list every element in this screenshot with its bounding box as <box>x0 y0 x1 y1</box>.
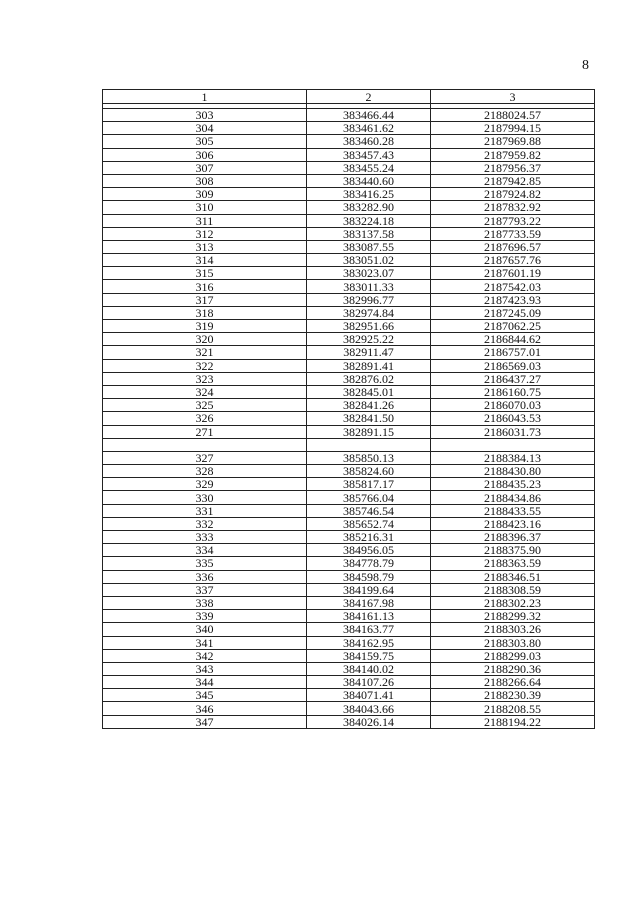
table-row <box>103 531 595 544</box>
y-coordinate-cell: 2187542.03 <box>431 280 595 293</box>
table-row <box>103 240 595 253</box>
y-coordinate-cell: 2187956.37 <box>431 161 595 174</box>
x-coordinate-cell: 385850.13 <box>307 451 431 464</box>
x-coordinate-cell: 384778.79 <box>307 557 431 570</box>
x-coordinate-cell: 385746.54 <box>307 504 431 517</box>
table-row <box>103 267 595 280</box>
x-coordinate-cell: 383137.58 <box>307 227 431 240</box>
y-coordinate-cell: 2188435.23 <box>431 478 595 491</box>
point-number-cell: 310 <box>103 201 307 214</box>
table-row <box>103 702 595 715</box>
x-coordinate-cell: 384107.26 <box>307 676 431 689</box>
point-number-cell: 309 <box>103 188 307 201</box>
table-row <box>103 491 595 504</box>
x-coordinate-cell: 382845.01 <box>307 385 431 398</box>
table-row <box>103 570 595 583</box>
y-coordinate-cell: 2188423.16 <box>431 517 595 530</box>
point-number-cell: 330 <box>103 491 307 504</box>
point-number-cell: 315 <box>103 267 307 280</box>
x-coordinate-cell: 382891.41 <box>307 359 431 372</box>
y-coordinate-cell: 2188430.80 <box>431 465 595 478</box>
table-row <box>103 649 595 662</box>
y-coordinate-cell: 2187696.57 <box>431 240 595 253</box>
point-number-cell: 334 <box>103 544 307 557</box>
table-row <box>103 425 595 438</box>
point-number-cell: 271 <box>103 425 307 438</box>
table-row <box>103 306 595 319</box>
y-coordinate-cell: 2187245.09 <box>431 306 595 319</box>
y-coordinate-cell: 2187959.82 <box>431 148 595 161</box>
x-coordinate-cell: 385824.60 <box>307 465 431 478</box>
point-number-cell: 335 <box>103 557 307 570</box>
y-coordinate-cell: 2187657.76 <box>431 254 595 267</box>
table-row <box>103 359 595 372</box>
x-coordinate-cell: 382841.50 <box>307 412 431 425</box>
x-coordinate-cell: 383460.28 <box>307 135 431 148</box>
x-coordinate-cell: 382996.77 <box>307 293 431 306</box>
table-row <box>103 372 595 385</box>
y-coordinate-cell: 2187062.25 <box>431 320 595 333</box>
y-coordinate-cell: 2188290.36 <box>431 662 595 675</box>
table-row <box>103 399 595 412</box>
y-coordinate-cell: 2186043.53 <box>431 412 595 425</box>
y-coordinate-cell: 2187423.93 <box>431 293 595 306</box>
point-number-cell: 336 <box>103 570 307 583</box>
y-coordinate-cell: 2186437.27 <box>431 372 595 385</box>
point-number-cell: 333 <box>103 531 307 544</box>
y-coordinate-cell: 2188266.64 <box>431 676 595 689</box>
point-number-cell: 343 <box>103 662 307 675</box>
point-number-cell: 303 <box>103 109 307 122</box>
point-number-cell: 321 <box>103 346 307 359</box>
x-coordinate-cell: 384026.14 <box>307 715 431 728</box>
y-coordinate-cell: 2186757.01 <box>431 346 595 359</box>
point-number-cell: 326 <box>103 412 307 425</box>
table-row <box>103 544 595 557</box>
x-coordinate-cell: 382951.66 <box>307 320 431 333</box>
table-row <box>103 451 595 464</box>
y-coordinate-cell: 2188024.57 <box>431 109 595 122</box>
y-coordinate-cell: 2188434.86 <box>431 491 595 504</box>
point-number-cell: 313 <box>103 240 307 253</box>
table-row <box>103 320 595 333</box>
table-row <box>103 623 595 636</box>
x-coordinate-cell: 382974.84 <box>307 306 431 319</box>
point-number-cell: 345 <box>103 689 307 702</box>
y-coordinate-cell: 2187969.88 <box>431 135 595 148</box>
y-coordinate-cell: 2187924.82 <box>431 188 595 201</box>
x-coordinate-cell: 384162.95 <box>307 636 431 649</box>
x-coordinate-cell: 384043.66 <box>307 702 431 715</box>
point-number-cell: 312 <box>103 227 307 240</box>
table-row <box>103 596 595 609</box>
y-coordinate-cell: 2186844.62 <box>431 333 595 346</box>
point-number-cell: 327 <box>103 451 307 464</box>
point-number-cell: 331 <box>103 504 307 517</box>
point-number-cell: 332 <box>103 517 307 530</box>
coordinates-table-body <box>103 90 595 729</box>
table-row <box>103 689 595 702</box>
x-coordinate-cell: 384163.77 <box>307 623 431 636</box>
y-coordinate-cell: 2186569.03 <box>431 359 595 372</box>
table-row <box>103 148 595 161</box>
x-coordinate-cell: 383051.02 <box>307 254 431 267</box>
table-row <box>103 188 595 201</box>
x-coordinate-cell: 384598.79 <box>307 570 431 583</box>
point-number-cell: 316 <box>103 280 307 293</box>
point-number-cell: 344 <box>103 676 307 689</box>
point-number-cell: 308 <box>103 174 307 187</box>
y-coordinate-cell: 2188346.51 <box>431 570 595 583</box>
table-row <box>103 662 595 675</box>
table-row <box>103 109 595 122</box>
point-number-cell: 337 <box>103 583 307 596</box>
y-coordinate-cell: 2186070.03 <box>431 399 595 412</box>
table-row <box>103 201 595 214</box>
y-coordinate-cell: 2188303.80 <box>431 636 595 649</box>
y-coordinate-cell: 2188375.90 <box>431 544 595 557</box>
y-coordinate-cell: 2188194.22 <box>431 715 595 728</box>
x-coordinate-cell: 383224.18 <box>307 214 431 227</box>
y-coordinate-cell: 2188396.37 <box>431 531 595 544</box>
x-coordinate-cell: 384161.13 <box>307 610 431 623</box>
y-coordinate-cell: 2187733.59 <box>431 227 595 240</box>
y-coordinate-cell: 2188384.13 <box>431 451 595 464</box>
column-header: 2 <box>307 90 431 104</box>
point-number-cell: 304 <box>103 122 307 135</box>
table-row <box>103 385 595 398</box>
point-number-cell: 328 <box>103 465 307 478</box>
table-row <box>103 715 595 728</box>
table-row <box>103 504 595 517</box>
y-coordinate-cell: 2188208.55 <box>431 702 595 715</box>
point-number-cell: 341 <box>103 636 307 649</box>
x-coordinate-cell: 385817.17 <box>307 478 431 491</box>
y-coordinate-cell: 2188299.32 <box>431 610 595 623</box>
y-coordinate-cell: 2188299.03 <box>431 649 595 662</box>
x-coordinate-cell: 382925.22 <box>307 333 431 346</box>
x-coordinate-cell: 384159.75 <box>307 649 431 662</box>
y-coordinate-cell: 2187793.22 <box>431 214 595 227</box>
point-number-cell: 340 <box>103 623 307 636</box>
x-coordinate-cell: 384199.64 <box>307 583 431 596</box>
x-coordinate-cell: 383416.25 <box>307 188 431 201</box>
point-number-cell: 305 <box>103 135 307 148</box>
x-coordinate-cell: 383457.43 <box>307 148 431 161</box>
y-coordinate-cell: 2188302.23 <box>431 596 595 609</box>
x-coordinate-cell: 382911.47 <box>307 346 431 359</box>
point-number-cell: 329 <box>103 478 307 491</box>
x-coordinate-cell: 382841.26 <box>307 399 431 412</box>
y-coordinate-cell: 2188363.59 <box>431 557 595 570</box>
y-coordinate-cell: 2187601.19 <box>431 267 595 280</box>
x-coordinate-cell: 384140.02 <box>307 662 431 675</box>
table-row <box>103 636 595 649</box>
point-number-cell: 314 <box>103 254 307 267</box>
y-coordinate-cell: 2188230.39 <box>431 689 595 702</box>
table-row <box>103 293 595 306</box>
table-row <box>103 214 595 227</box>
table-row <box>103 122 595 135</box>
x-coordinate-cell: 384956.05 <box>307 544 431 557</box>
point-number-cell: 347 <box>103 715 307 728</box>
y-coordinate-cell: 2188303.26 <box>431 623 595 636</box>
group-separator-row <box>103 438 595 451</box>
table-row <box>103 254 595 267</box>
y-coordinate-cell: 2188308.59 <box>431 583 595 596</box>
column-header: 1 <box>103 90 307 104</box>
coordinates-table <box>102 89 595 729</box>
point-number-cell: 322 <box>103 359 307 372</box>
table-row <box>103 557 595 570</box>
table-row <box>103 280 595 293</box>
table-row <box>103 478 595 491</box>
x-coordinate-cell: 383023.07 <box>307 267 431 280</box>
x-coordinate-cell: 383440.60 <box>307 174 431 187</box>
point-number-cell: 319 <box>103 320 307 333</box>
x-coordinate-cell: 383466.44 <box>307 109 431 122</box>
x-coordinate-cell: 384071.41 <box>307 689 431 702</box>
table-row <box>103 676 595 689</box>
table-row <box>103 465 595 478</box>
table-row <box>103 227 595 240</box>
table-row <box>103 583 595 596</box>
x-coordinate-cell: 385652.74 <box>307 517 431 530</box>
x-coordinate-cell: 382891.15 <box>307 425 431 438</box>
column-header: 3 <box>431 90 595 104</box>
y-coordinate-cell: 2187942.85 <box>431 174 595 187</box>
table-row <box>103 517 595 530</box>
point-number-cell: 306 <box>103 148 307 161</box>
x-coordinate-cell: 382876.02 <box>307 372 431 385</box>
x-coordinate-cell: 385216.31 <box>307 531 431 544</box>
table-row <box>103 135 595 148</box>
x-coordinate-cell: 383011.33 <box>307 280 431 293</box>
y-coordinate-cell: 2187994.15 <box>431 122 595 135</box>
table-row <box>103 333 595 346</box>
table-row <box>103 161 595 174</box>
y-coordinate-cell: 2187832.92 <box>431 201 595 214</box>
x-coordinate-cell: 383087.55 <box>307 240 431 253</box>
x-coordinate-cell: 383455.24 <box>307 161 431 174</box>
x-coordinate-cell: 384167.98 <box>307 596 431 609</box>
table-header-row <box>103 90 595 104</box>
page-number: 8 <box>582 58 589 73</box>
point-number-cell: 324 <box>103 385 307 398</box>
point-number-cell: 320 <box>103 333 307 346</box>
point-number-cell: 338 <box>103 596 307 609</box>
point-number-cell: 323 <box>103 372 307 385</box>
x-coordinate-cell: 385766.04 <box>307 491 431 504</box>
x-coordinate-cell: 383461.62 <box>307 122 431 135</box>
table-row <box>103 346 595 359</box>
point-number-cell: 346 <box>103 702 307 715</box>
y-coordinate-cell: 2186160.75 <box>431 385 595 398</box>
table-row <box>103 610 595 623</box>
y-coordinate-cell: 2186031.73 <box>431 425 595 438</box>
point-number-cell: 325 <box>103 399 307 412</box>
point-number-cell: 342 <box>103 649 307 662</box>
y-coordinate-cell: 2188433.55 <box>431 504 595 517</box>
point-number-cell: 311 <box>103 214 307 227</box>
table-row <box>103 174 595 187</box>
x-coordinate-cell: 383282.90 <box>307 201 431 214</box>
point-number-cell: 317 <box>103 293 307 306</box>
point-number-cell: 339 <box>103 610 307 623</box>
point-number-cell: 307 <box>103 161 307 174</box>
table-row <box>103 412 595 425</box>
point-number-cell: 318 <box>103 306 307 319</box>
